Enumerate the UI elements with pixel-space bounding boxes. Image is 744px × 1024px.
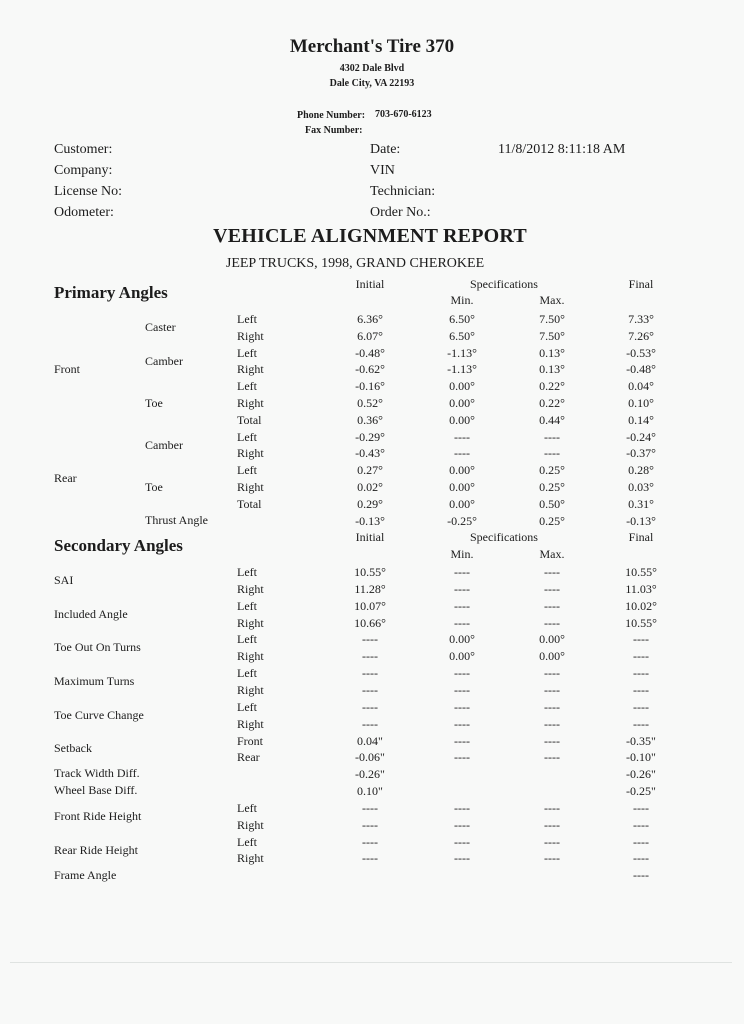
primary-row-7-max: ----	[544, 429, 560, 444]
col-min-header-2: Min.	[450, 547, 474, 561]
primary-row-5-side: Right	[237, 396, 264, 410]
secondary-row-11-side: Rear	[237, 750, 260, 765]
primary-row-0-final: 7.33°	[628, 312, 654, 326]
secondary-row-8-max: ----	[544, 699, 560, 714]
secondary-row-10-max: ----	[544, 733, 560, 748]
secondary-row-10-final: -0.35"	[626, 733, 656, 748]
secondary-row-0-max: ----	[544, 565, 560, 579]
secondary-row-10-initial: 0.04"	[357, 733, 383, 748]
secondary-row-7-initial: ----	[362, 682, 378, 697]
primary-row-3-side: Right	[237, 362, 264, 377]
primary-row-10-final: 0.03°	[628, 480, 654, 494]
secondary-row-15-min: ----	[454, 817, 470, 832]
phone-label: Phone Number:	[297, 110, 366, 121]
group-wheel-base-diff: Wheel Base Diff.	[54, 783, 138, 797]
customer-label: Customer:	[54, 142, 113, 157]
group-rear-camber: Camber	[145, 438, 183, 452]
primary-row-6-side: Total	[237, 412, 262, 427]
primary-row-2-final: -0.53°	[626, 345, 656, 360]
group-front-ride-height: Front Ride Height	[54, 809, 142, 823]
secondary-row-6-final: ----	[633, 666, 649, 681]
primary-row-8-final: -0.37°	[626, 446, 656, 461]
secondary-row-9-max: ----	[544, 716, 560, 731]
primary-row-2-side: Left	[237, 345, 257, 360]
secondary-row-1-final: 11.03°	[625, 581, 657, 596]
primary-row-4-side: Left	[237, 379, 257, 394]
group-included-angle: Included Angle	[54, 607, 128, 621]
primary-row-7-final: -0.24°	[626, 429, 656, 444]
secondary-row-11-final: -0.10"	[626, 750, 656, 765]
secondary-row-2-initial: 10.07°	[354, 598, 386, 613]
secondary-row-16-side: Left	[237, 834, 257, 849]
primary-row-6-max: 0.44°	[539, 412, 565, 427]
primary-row-1-min: 6.50°	[449, 328, 475, 343]
secondary-row-11-max: ----	[544, 750, 560, 765]
secondary-row-10-min: ----	[454, 733, 470, 748]
date-label: Date:	[370, 142, 401, 157]
secondary-row-18-final: ----	[633, 868, 649, 883]
primary-row-3-max: 0.13°	[539, 362, 565, 377]
col-initial-header: Initial	[355, 277, 385, 291]
primary-row-9-final: 0.28°	[628, 463, 654, 478]
secondary-row-11-min: ----	[454, 750, 470, 765]
secondary-row-7-min: ----	[454, 682, 470, 697]
secondary-row-9-side: Right	[237, 716, 264, 731]
primary-row-11-side: Total	[237, 496, 262, 511]
secondary-row-8-final: ----	[633, 699, 649, 714]
primary-row-1-side: Right	[237, 328, 264, 343]
primary-row-0-initial: 6.36°	[357, 312, 383, 326]
primary-row-0-side: Left	[237, 312, 257, 326]
shop-address-line2: Dale City, VA 22193	[329, 78, 415, 89]
shop-address-line1: 4302 Dale Blvd	[339, 63, 405, 74]
secondary-row-0-initial: 10.55°	[354, 565, 386, 579]
secondary-row-15-side: Right	[237, 817, 264, 832]
secondary-row-1-max: ----	[544, 581, 560, 596]
primary-row-11-max: 0.50°	[539, 496, 565, 511]
secondary-row-2-side: Left	[237, 598, 257, 613]
paper-fold-line	[10, 962, 732, 963]
secondary-row-1-min: ----	[454, 581, 470, 596]
primary-row-12-final: -0.13°	[626, 513, 656, 528]
secondary-row-14-side: Left	[237, 800, 257, 815]
secondary-row-4-final: ----	[633, 632, 649, 647]
secondary-row-0-min: ----	[454, 565, 470, 579]
primary-row-10-max: 0.25°	[539, 480, 565, 494]
group-rear-toe: Toe	[145, 480, 163, 494]
secondary-row-17-final: ----	[633, 851, 649, 866]
group-caster: Caster	[145, 320, 176, 334]
col-max-header: Max.	[539, 293, 565, 307]
secondary-row-8-initial: ----	[362, 699, 378, 714]
secondary-row-13-initial: 0.10"	[357, 784, 383, 799]
col-max-header-2: Max.	[539, 547, 565, 561]
secondary-row-8-side: Left	[237, 699, 257, 714]
primary-row-8-side: Right	[237, 446, 264, 461]
primary-row-1-max: 7.50°	[539, 328, 565, 343]
group-thrust-angle: Thrust Angle	[145, 513, 208, 527]
group-rear-ride-height: Rear Ride Height	[54, 843, 138, 857]
secondary-row-14-min: ----	[454, 800, 470, 815]
primary-row-3-final: -0.48°	[626, 362, 656, 377]
secondary-row-15-final: ----	[633, 817, 649, 832]
primary-row-5-max: 0.22°	[539, 396, 565, 410]
secondary-row-11-initial: -0.06"	[355, 750, 385, 765]
primary-row-8-initial: -0.43°	[355, 446, 385, 461]
primary-row-1-initial: 6.07°	[357, 328, 383, 343]
secondary-row-9-initial: ----	[362, 716, 378, 731]
primary-row-4-min: 0.00°	[449, 379, 475, 394]
secondary-row-17-min: ----	[454, 851, 470, 866]
secondary-row-6-max: ----	[544, 666, 560, 681]
group-maximum-turns: Maximum Turns	[54, 674, 135, 688]
primary-row-3-initial: -0.62°	[355, 362, 385, 377]
shop-name: Merchant's Tire 370	[289, 36, 455, 57]
secondary-row-15-initial: ----	[362, 817, 378, 832]
col-final-header-2: Final	[628, 530, 654, 544]
group-front-toe: Toe	[145, 396, 163, 410]
secondary-row-4-side: Left	[237, 632, 257, 647]
col-min-header: Min.	[450, 293, 474, 307]
secondary-row-3-min: ----	[454, 615, 470, 630]
primary-row-5-final: 0.10°	[628, 396, 654, 410]
secondary-row-2-final: 10.02°	[625, 598, 657, 613]
odometer-label: Odometer:	[54, 205, 114, 220]
group-frame-angle: Frame Angle	[54, 868, 117, 882]
group-toe-curve-change: Toe Curve Change	[54, 708, 144, 722]
primary-row-11-final: 0.31°	[628, 496, 654, 511]
primary-row-10-side: Right	[237, 480, 264, 494]
report-title: VEHICLE ALIGNMENT REPORT	[213, 225, 527, 247]
vehicle-description: JEEP TRUCKS, 1998, GRAND CHEROKEE	[225, 256, 485, 271]
primary-row-9-initial: 0.27°	[357, 463, 383, 478]
secondary-row-14-final: ----	[633, 800, 649, 815]
primary-angles-heading: Primary Angles	[54, 283, 168, 302]
secondary-row-17-max: ----	[544, 851, 560, 866]
secondary-row-5-side: Right	[237, 649, 264, 664]
secondary-row-7-side: Right	[237, 682, 264, 697]
secondary-row-3-initial: 10.66°	[354, 615, 386, 630]
primary-row-8-min: ----	[454, 446, 470, 461]
secondary-row-16-min: ----	[454, 834, 470, 849]
primary-row-3-min: -1.13°	[447, 362, 477, 377]
secondary-row-7-final: ----	[633, 682, 649, 697]
secondary-row-0-final: 10.55°	[625, 565, 657, 579]
group-rear: Rear	[54, 471, 77, 485]
secondary-row-14-max: ----	[544, 800, 560, 815]
primary-row-4-initial: -0.16°	[355, 379, 385, 394]
secondary-row-5-initial: ----	[362, 649, 378, 664]
secondary-row-7-max: ----	[544, 682, 560, 697]
primary-row-4-final: 0.04°	[628, 379, 654, 394]
primary-row-12-initial: -0.13°	[355, 513, 385, 528]
secondary-row-4-max: 0.00°	[539, 632, 565, 647]
secondary-row-14-initial: ----	[362, 800, 378, 815]
secondary-row-9-min: ----	[454, 716, 470, 731]
fax-label: Fax Number:	[305, 125, 363, 136]
primary-row-7-min: ----	[454, 429, 470, 444]
group-sai: SAI	[54, 573, 74, 587]
primary-row-9-side: Left	[237, 463, 257, 478]
primary-row-6-min: 0.00°	[449, 412, 475, 427]
primary-row-1-final: 7.26°	[628, 328, 654, 343]
primary-row-6-final: 0.14°	[628, 412, 654, 427]
secondary-row-3-final: 10.55°	[625, 615, 657, 630]
group-track-width-diff: Track Width Diff.	[54, 766, 140, 780]
primary-row-10-min: 0.00°	[449, 480, 475, 494]
secondary-row-6-initial: ----	[362, 666, 378, 681]
primary-row-9-min: 0.00°	[449, 463, 475, 478]
secondary-row-2-min: ----	[454, 598, 470, 613]
primary-row-6-initial: 0.36°	[357, 412, 383, 427]
secondary-row-1-side: Right	[237, 581, 264, 596]
order-number-label: Order No.:	[370, 205, 431, 220]
secondary-row-9-final: ----	[633, 716, 649, 731]
primary-row-2-max: 0.13°	[539, 345, 565, 360]
primary-row-2-min: -1.13°	[447, 345, 477, 360]
primary-row-0-max: 7.50°	[539, 312, 565, 326]
technician-label: Technician:	[370, 184, 436, 199]
secondary-row-0-side: Left	[237, 565, 257, 579]
secondary-row-4-min: 0.00°	[449, 632, 475, 647]
secondary-row-1-initial: 11.28°	[354, 581, 386, 596]
secondary-row-6-min: ----	[454, 666, 470, 681]
primary-row-4-max: 0.22°	[539, 379, 565, 394]
col-final-header: Final	[628, 277, 654, 291]
col-specifications-header: Specifications	[470, 277, 538, 291]
secondary-row-17-side: Right	[237, 851, 264, 866]
secondary-angles-heading: Secondary Angles	[54, 536, 183, 555]
primary-row-8-max: ----	[544, 446, 560, 461]
secondary-row-16-max: ----	[544, 834, 560, 849]
secondary-row-5-min: 0.00°	[449, 649, 475, 664]
date-value: 11/8/2012 8:11:18 AM	[498, 142, 626, 157]
secondary-row-2-max: ----	[544, 598, 560, 613]
secondary-row-12-final: -0.26"	[626, 767, 656, 782]
primary-row-11-initial: 0.29°	[357, 496, 383, 511]
phone-value: 703-670-6123	[375, 109, 432, 120]
group-front-camber: Camber	[145, 354, 183, 368]
primary-row-5-initial: 0.52°	[357, 396, 383, 410]
primary-row-11-min: 0.00°	[449, 496, 475, 511]
secondary-row-4-initial: ----	[362, 632, 378, 647]
secondary-row-6-side: Left	[237, 666, 257, 681]
secondary-row-17-initial: ----	[362, 851, 378, 866]
group-front: Front	[54, 362, 81, 376]
primary-row-2-initial: -0.48°	[355, 345, 385, 360]
group-toe-out-on-turns: Toe Out On Turns	[54, 640, 141, 654]
secondary-row-12-initial: -0.26"	[355, 767, 385, 782]
primary-row-0-min: 6.50°	[449, 312, 475, 326]
secondary-row-3-max: ----	[544, 615, 560, 630]
primary-row-12-max: 0.25°	[539, 513, 565, 528]
secondary-row-5-final: ----	[633, 649, 649, 664]
primary-row-7-side: Left	[237, 429, 257, 444]
secondary-row-16-initial: ----	[362, 834, 378, 849]
secondary-row-10-side: Front	[237, 733, 264, 748]
primary-row-12-min: -0.25°	[447, 513, 477, 528]
secondary-row-15-max: ----	[544, 817, 560, 832]
vin-label: VIN	[370, 163, 395, 178]
license-label: License No:	[54, 184, 123, 199]
primary-row-9-max: 0.25°	[539, 463, 565, 478]
col-specifications-header-2: Specifications	[470, 530, 538, 544]
primary-row-5-min: 0.00°	[449, 396, 475, 410]
group-setback: Setback	[54, 741, 92, 755]
col-initial-header-2: Initial	[355, 530, 385, 544]
primary-row-7-initial: -0.29°	[355, 429, 385, 444]
secondary-row-13-final: -0.25"	[626, 784, 656, 799]
secondary-row-3-side: Right	[237, 615, 264, 630]
primary-row-10-initial: 0.02°	[357, 480, 383, 494]
secondary-row-16-final: ----	[633, 834, 649, 849]
secondary-row-8-min: ----	[454, 699, 470, 714]
company-label: Company:	[54, 163, 113, 178]
secondary-row-5-max: 0.00°	[539, 649, 565, 664]
